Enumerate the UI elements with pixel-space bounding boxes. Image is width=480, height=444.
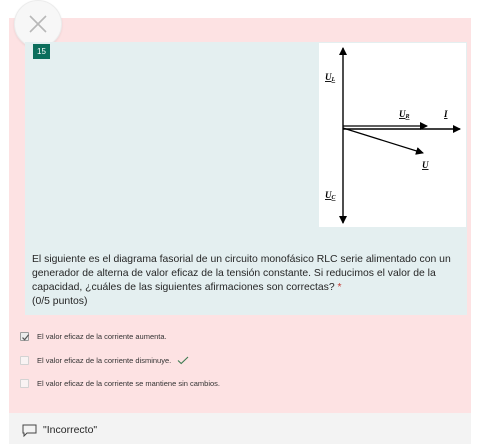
phasor-diagram-svg [319,43,466,227]
u-phasor [343,128,423,153]
label-i: I [444,109,448,119]
option-1[interactable] [20,330,167,342]
question-points: (0/5 puntos) [32,296,88,307]
option-1-label: El valor eficaz de la corriente aumenta. [37,331,167,341]
required-marker: * [337,282,342,293]
comment-icon [22,424,37,437]
question-prompt: El siguiente es el diagrama fasorial de un circuito monofásico RLC serie alimentado con un generador de alterna de valor eficaz de la tensión constante. Si reducimos el valor de la capacidad, ¿cuáles de las siguientes afirmaciones son correctas? [32,254,451,293]
correct-answer-check-icon [177,356,189,365]
feedback-text: "Incorrecto" [43,424,98,436]
option-3-checkbox[interactable] [20,379,29,388]
close-icon [27,13,49,35]
label-u: U [422,160,429,170]
label-ul: UL [325,72,336,83]
label-uc: UC [325,190,336,201]
question-block [25,42,467,315]
checkmark-icon [21,333,30,342]
question-number-badge: 15 [33,44,50,59]
question-text [32,253,462,309]
incorrect-indicator [14,0,62,48]
option-2[interactable] [20,354,189,366]
feedback-bar [9,413,471,444]
phasor-diagram [319,43,466,227]
option-2-label: El valor eficaz de la corriente disminuye. [37,355,172,365]
option-1-checkbox[interactable] [20,332,29,341]
option-2-checkbox[interactable] [20,356,29,365]
label-ur: UR [399,109,410,120]
option-3[interactable] [20,377,220,389]
option-3-label: El valor eficaz de la corriente se mantiene sin cambios. [37,378,221,388]
